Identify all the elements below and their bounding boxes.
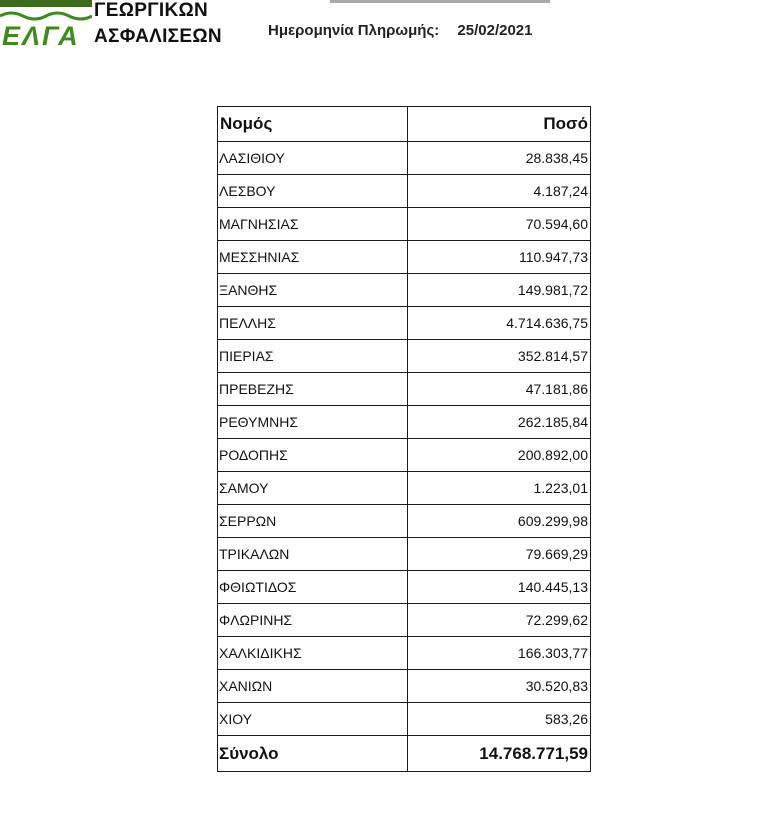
table-header-row — [218, 107, 591, 142]
table-row — [218, 142, 591, 175]
logo-line-1: ΓΕΩΡΓΙΚΩΝ — [94, 0, 209, 21]
table-row — [218, 505, 591, 538]
amount-cell: 609.299,98 — [408, 505, 591, 538]
amount-cell: 70.594,60 — [408, 208, 591, 241]
table-row — [218, 472, 591, 505]
region-cell: ΦΘΙΩΤΙΔΟΣ — [218, 571, 408, 604]
cropped-heading-fragment — [330, 0, 550, 3]
amount-cell: 30.520,83 — [408, 670, 591, 703]
table-row — [218, 637, 591, 670]
region-cell: ΧΑΝΙΩΝ — [218, 670, 408, 703]
region-cell: ΡΕΘΥΜΝΗΣ — [218, 406, 408, 439]
table-row — [218, 208, 591, 241]
amount-cell: 200.892,00 — [408, 439, 591, 472]
table-row — [218, 670, 591, 703]
payments-table — [217, 106, 591, 772]
region-cell: ΦΛΩΡΙΝΗΣ — [218, 604, 408, 637]
elga-logo — [0, 0, 240, 56]
amount-cell: 110.947,73 — [408, 241, 591, 274]
logo-mark: ΕΛΓΑ — [2, 21, 80, 51]
region-cell: ΧΑΛΚΙΔΙΚΗΣ — [218, 637, 408, 670]
table-row — [218, 703, 591, 736]
region-cell: ΣΕΡΡΩΝ — [218, 505, 408, 538]
amount-cell: 1.223,01 — [408, 472, 591, 505]
region-cell: ΤΡΙΚΑΛΩΝ — [218, 538, 408, 571]
amount-cell: 28.838,45 — [408, 142, 591, 175]
region-cell: ΛΕΣΒΟΥ — [218, 175, 408, 208]
logo-line-2: ΑΣΦΑΛΙΣΕΩΝ — [94, 26, 222, 47]
region-cell: ΛΑΣΙΘΙΟΥ — [218, 142, 408, 175]
table-row — [218, 406, 591, 439]
region-cell: ΧΙΟΥ — [218, 703, 408, 736]
table-row — [218, 274, 591, 307]
amount-cell: 72.299,62 — [408, 604, 591, 637]
table-row — [218, 241, 591, 274]
amount-cell: 140.445,13 — [408, 571, 591, 604]
region-cell: ΣΑΜΟΥ — [218, 472, 408, 505]
total-label: Σύνολο — [218, 736, 408, 772]
total-amount: 14.768.771,59 — [408, 736, 591, 772]
payment-date-value: 25/02/2021 — [457, 22, 533, 39]
column-header-amount: Ποσό — [408, 107, 591, 142]
total-row — [218, 736, 591, 772]
amount-cell: 149.981,72 — [408, 274, 591, 307]
region-cell: ΞΑΝΘΗΣ — [218, 274, 408, 307]
amount-cell: 4.187,24 — [408, 175, 591, 208]
region-cell: ΜΕΣΣΗΝΙΑΣ — [218, 241, 408, 274]
amount-cell: 166.303,77 — [408, 637, 591, 670]
region-cell: ΠΙΕΡΙΑΣ — [218, 340, 408, 373]
region-cell: ΠΡΕΒΕΖΗΣ — [218, 373, 408, 406]
table-row — [218, 571, 591, 604]
table-row — [218, 307, 591, 340]
amount-cell: 352.814,57 — [408, 340, 591, 373]
table-row — [218, 604, 591, 637]
amount-cell: 4.714.636,75 — [408, 307, 591, 340]
table-row — [218, 340, 591, 373]
logo-top-bar — [0, 0, 92, 7]
region-cell: ΜΑΓΝΗΣΙΑΣ — [218, 208, 408, 241]
column-header-region: Νομός — [218, 107, 408, 142]
table-row — [218, 175, 591, 208]
amount-cell: 262.185,84 — [408, 406, 591, 439]
amount-cell: 79.669,29 — [408, 538, 591, 571]
table-row — [218, 538, 591, 571]
region-cell: ΡΟΔΟΠΗΣ — [218, 439, 408, 472]
table-row — [218, 373, 591, 406]
table-row — [218, 439, 591, 472]
payment-date-line — [268, 22, 532, 39]
amount-cell: 47.181,86 — [408, 373, 591, 406]
payment-date-label: Ημερομηνία Πληρωμής: — [268, 22, 440, 39]
amount-cell: 583,26 — [408, 703, 591, 736]
region-cell: ΠΕΛΛΗΣ — [218, 307, 408, 340]
